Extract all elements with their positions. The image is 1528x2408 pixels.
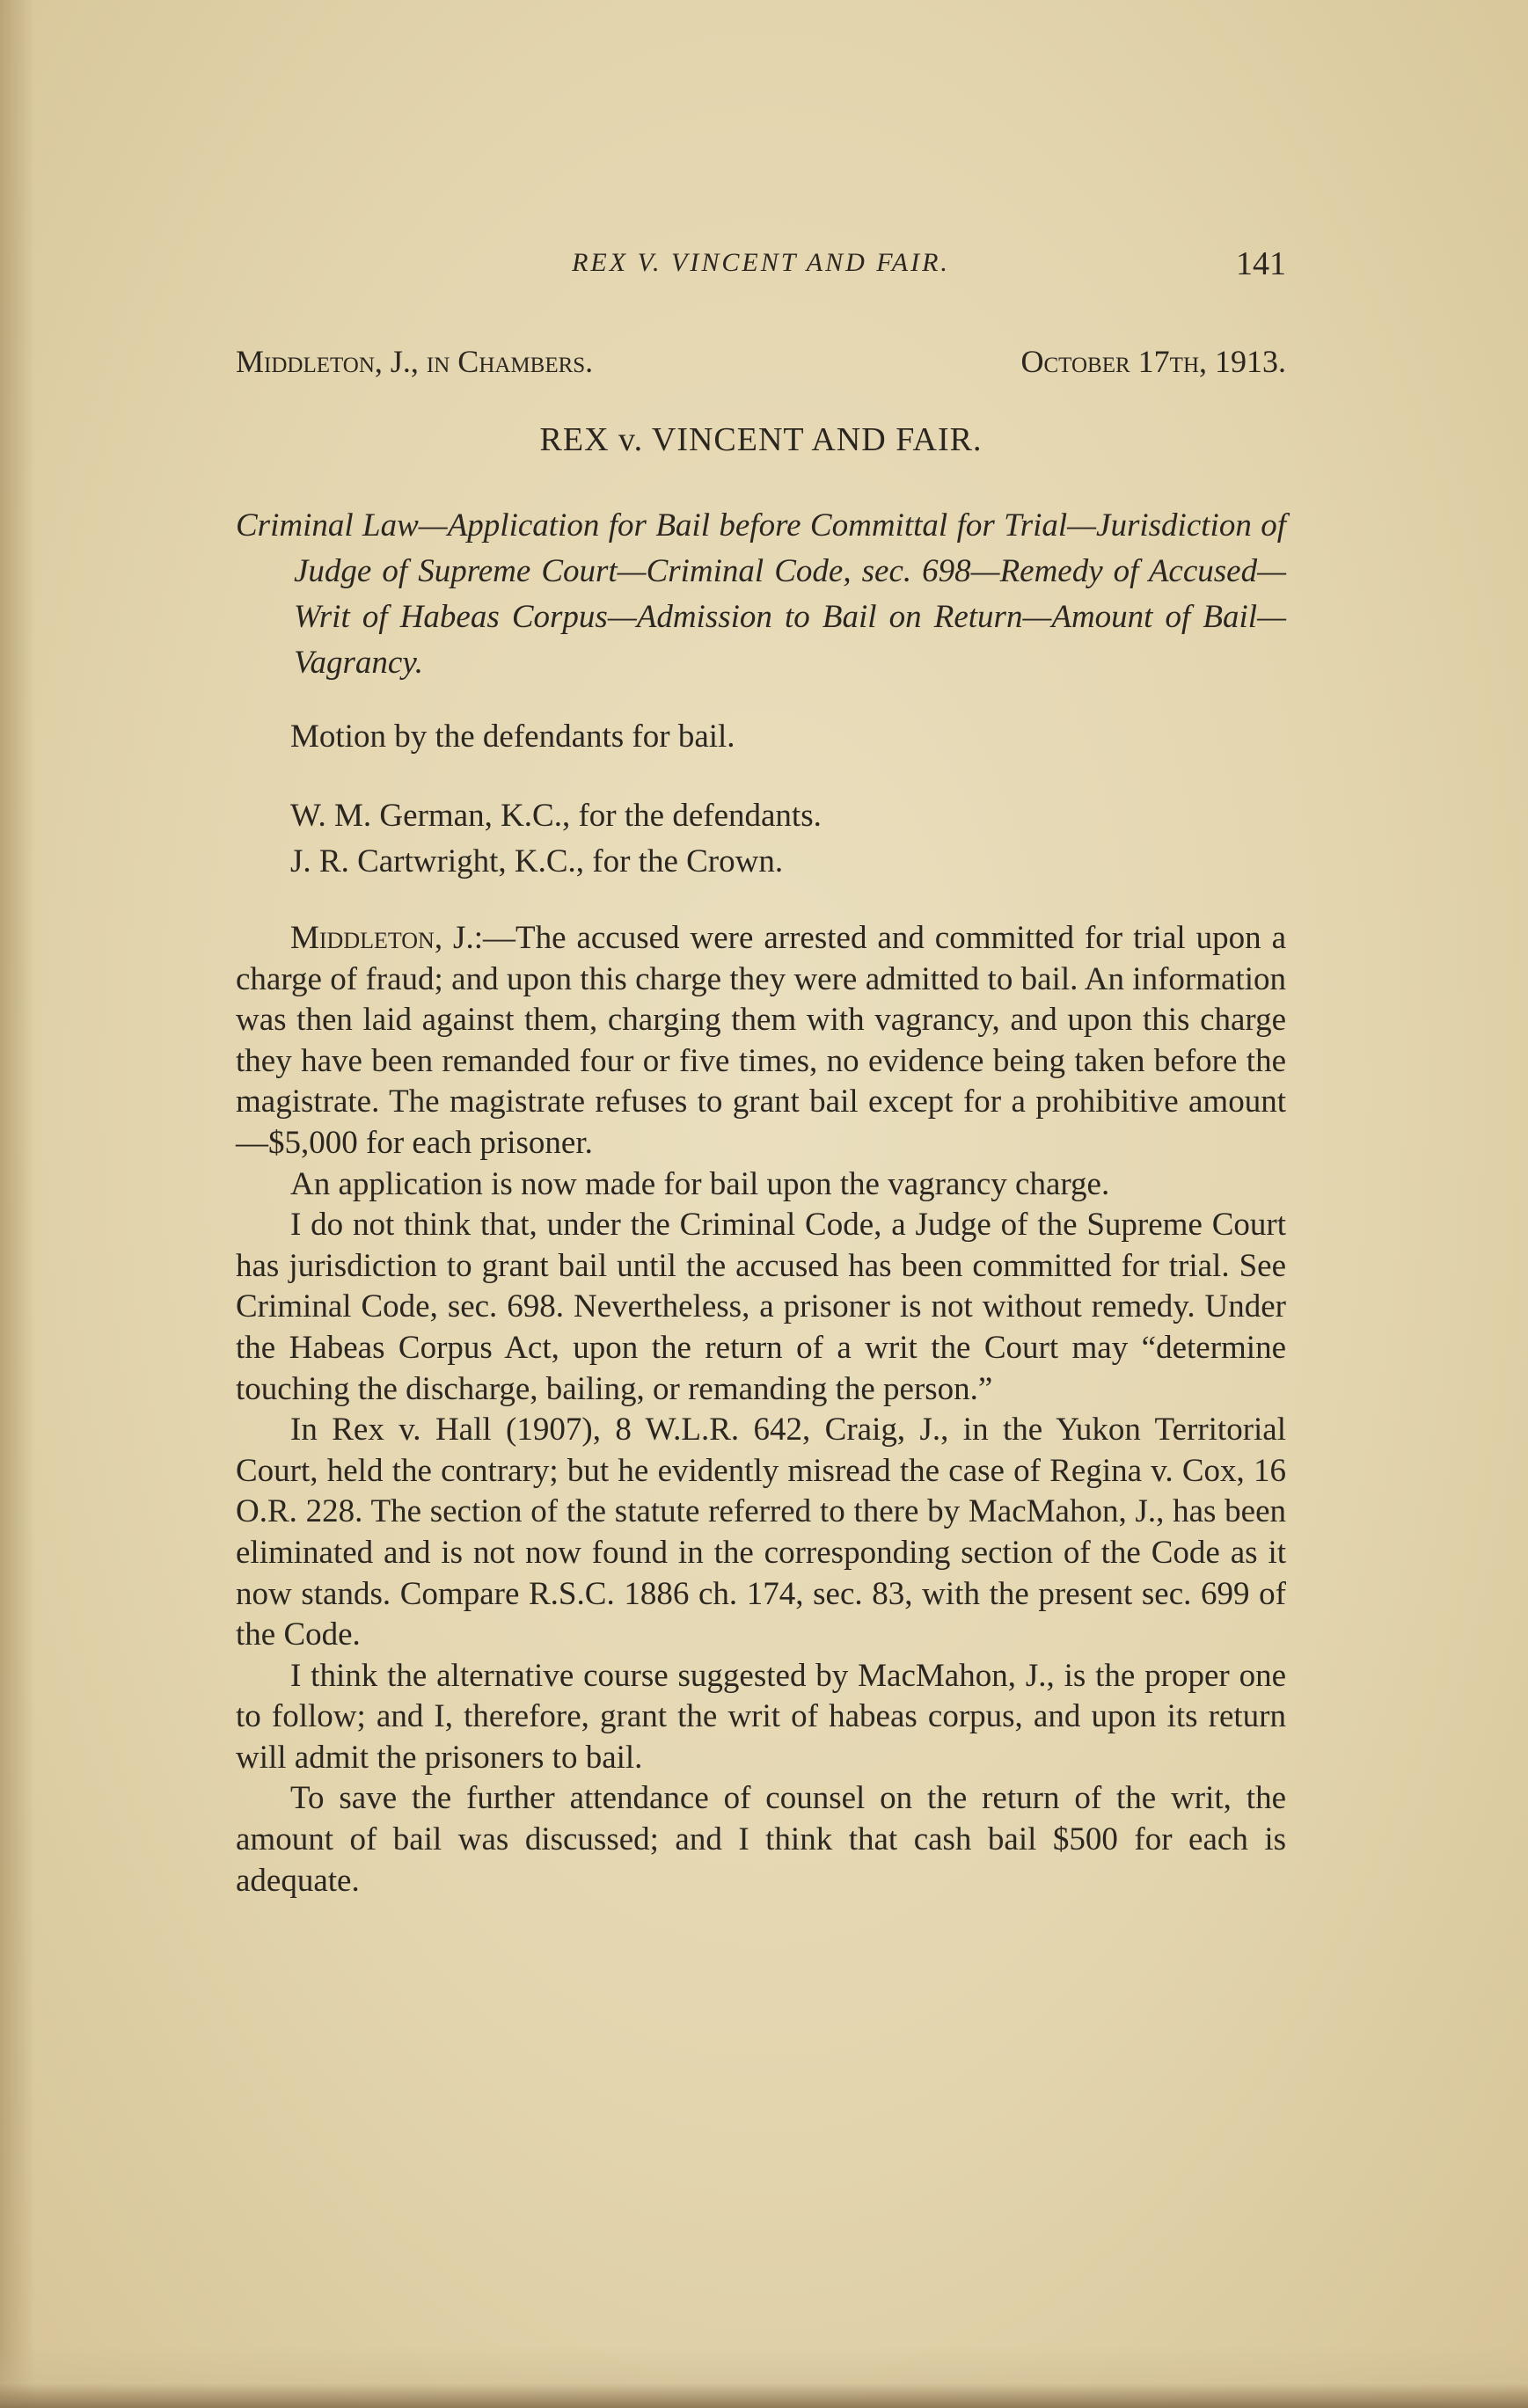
case-title: REX v. VINCENT AND FAIR. (539, 421, 983, 458)
page-content (236, 244, 1286, 1901)
judgment-paragraph-3: I do not think that, under the Criminal Code, a Judge of the Supreme Court has jurisdiction to grant bail until the accused has been committed for trial. See Criminal Code, sec. 698. Nevertheless, a prisoner is not without remedy. Under the Habeas Corpus Act, upon the return of a writ the Court may “determine touching the discharge, bailing, or remanding the person.” (236, 1207, 1286, 1407)
judgment-paragraph-2: An application is now made for bail upon the vagrancy charge. (290, 1165, 1110, 1202)
page-left-shadow (0, 0, 35, 2408)
judgment-paragraph-5: I think the alternative course suggested by MacMahon, J., is the proper one to follow; and I, therefore, grant the writ of habeas corpus, and upon its return will admit the prisoners to bail. (236, 1657, 1286, 1776)
judge-speaker: Middleton, J. (290, 920, 474, 956)
page-bottom-wear (0, 2346, 1528, 2408)
judgment-paragraph-1 (236, 918, 1286, 1164)
headnote: Criminal Law—Application for Bail before Committal for Trial—Jurisdiction of Judge of Supreme Court—Criminal Code, sec. 698—Remedy of Accused—Writ of Habeas Corpus—Admission to Bail on Return—Amount of Bail—Vagrancy. (236, 507, 1286, 681)
motion-line: Motion by the defendants for bail. (290, 719, 735, 755)
decision-date: October 17th, 1913. (1020, 344, 1286, 379)
counsel-block (236, 793, 1286, 885)
page-number: 141 (1236, 245, 1286, 282)
judge-chambers: Middleton, J., in Chambers. (236, 344, 594, 379)
judgment-paragraph-1-text: :—The accused were arrested and committed for trial upon a charge of fraud; and upon this charge they were admitted to bail. An information was then laid against them, charging them with vagrancy, and upon this charge they have been remanded four or five times, no evidence being taken before the magistrate. The magistrate refuses to grant bail except for a prohibitive amount—$5,000 for each prisoner. (236, 920, 1286, 1161)
judgment-paragraph-6: To save the further attendance of counsel on the return of the writ, the amount of bail was discussed; and I think that cash bail $500 for each is adequate. (236, 1780, 1286, 1899)
running-title: REX V. VINCENT AND FAIR. (572, 248, 950, 277)
running-header (236, 244, 1286, 297)
judgment-text (236, 918, 1286, 1901)
judgment-paragraph-4: In Rex v. Hall (1907), 8 W.L.R. 642, Craig, J., in the Yukon Territorial Court, held the contrary; but he evidently misread the case of Regina v. Cox, 16 O.R. 228. The section of the statute referred to there by MacMahon, J., has been eliminated and is not now found in the corresponding section of the Code as it now stands. Compare R.S.C. 1886 ch. 174, sec. 83, with the present sec. 699 of the Code. (236, 1412, 1286, 1653)
court-line (236, 343, 1286, 380)
counsel-crown: J. R. Cartwright, K.C., for the Crown. (290, 843, 784, 879)
counsel-defendants: W. M. German, K.C., for the defendants. (290, 798, 822, 834)
